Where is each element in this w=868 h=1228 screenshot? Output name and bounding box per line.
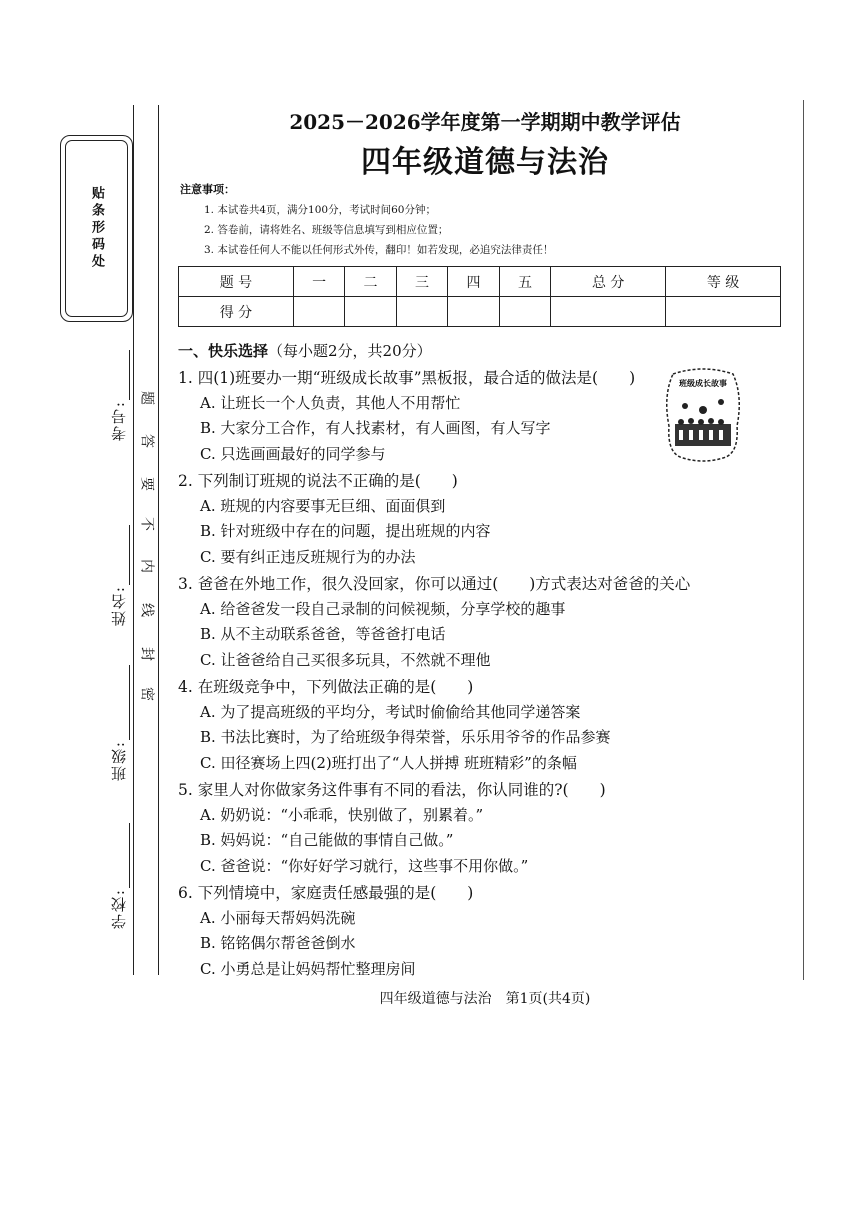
question-option[interactable]: C. 小勇总是让妈妈帮忙整理房间 [200, 960, 416, 978]
school-field[interactable] [108, 888, 134, 933]
poster-label: 班级成长故事 [679, 379, 727, 388]
score-input-cell[interactable] [448, 297, 499, 327]
score-input-cell[interactable] [293, 297, 344, 327]
question-stem: 1. 四(1)班要办一期“班级成长故事”黑板报，最合适的做法是( ) [178, 369, 636, 387]
class-underline [129, 665, 130, 740]
question-option[interactable]: B. 大家分工合作，有人找素材，有人画图，有人写字 [200, 419, 551, 437]
section-title [178, 340, 432, 361]
question-option[interactable]: A. 为了提高班级的平均分，考试时偷偷给其他同学递答案 [200, 703, 581, 721]
question-option[interactable]: B. 书法比赛时，为了给班级争得荣誉，乐乐用爷爷的作品参赛 [200, 728, 611, 746]
binding-line-right [158, 105, 159, 975]
seal-word: 密 [141, 685, 155, 701]
question-option[interactable]: C. 爸爸说：“你好好学习就行，这些事不用你做。” [200, 857, 529, 875]
score-input-cell[interactable] [396, 297, 447, 327]
question-option[interactable]: B. 针对班级中存在的问题，提出班规的内容 [200, 522, 491, 540]
section-note: （每小题2分，共20分） [268, 342, 432, 360]
question-stem: 6. 下列情境中，家庭责任感最强的是( ) [178, 884, 474, 902]
name-field[interactable] [108, 585, 134, 630]
class-story-poster-image [663, 366, 743, 462]
binding-line-left [133, 105, 134, 975]
notice-item: 2. 答卷前，请将姓名、班级等信息填写到相应位置； [204, 224, 449, 236]
question-option[interactable]: A. 班规的内容要事无巨细、面面俱到 [200, 497, 446, 515]
question-option[interactable]: A. 让班长一个人负责，其他人不用帮忙 [200, 394, 461, 412]
score-table [178, 266, 781, 327]
score-input-cell[interactable] [551, 297, 666, 327]
section-name: 一、快乐选择 [178, 342, 269, 360]
class-field[interactable] [108, 740, 134, 785]
seal-word: 内 [141, 557, 155, 573]
score-table-header-cell: 四 [448, 267, 499, 297]
question-option[interactable]: C. 要有纠正违反班规行为的办法 [200, 548, 416, 566]
score-table-header-row [179, 267, 781, 297]
seal-word: 线 [141, 601, 155, 617]
score-table-header-cell: 总 分 [551, 267, 666, 297]
score-input-cell[interactable] [499, 297, 550, 327]
barcode-inner-frame [65, 140, 128, 317]
exam-year-title: 2025－2026学年度第一学期期中教学评估 [289, 110, 681, 134]
class-label: 班级: [110, 740, 128, 782]
score-table-header-cell: 一 [293, 267, 344, 297]
score-table-header-cell: 五 [499, 267, 550, 297]
question-option[interactable]: A. 小丽每天帮妈妈洗碗 [200, 909, 356, 927]
score-input-cell[interactable] [666, 297, 781, 327]
name-label: 姓名: [110, 585, 128, 627]
seal-word: 要 [141, 475, 155, 491]
seal-word: 不 [141, 515, 155, 531]
question-option[interactable]: C. 田径赛场上四(2)班打出了“人人拼搏 班班精彩”的条幅 [200, 754, 577, 772]
score-table-score-row [179, 297, 781, 327]
question-stem: 5. 家里人对你做家务这件事有不同的看法，你认同谁的?( ) [178, 781, 606, 799]
score-table-header-cell: 二 [345, 267, 396, 297]
score-table-header-cell: 题 号 [179, 267, 294, 297]
score-row-label: 得 分 [179, 297, 294, 327]
score-table-header-cell: 三 [396, 267, 447, 297]
page-footer: 四年级道德与法治 第1页(共4页) [379, 991, 591, 1007]
barcode-box [60, 135, 133, 322]
notice-item: 3. 本试卷任何人不能以任何形式外传，翻印！如若发现，必追究法律责任！ [204, 244, 554, 256]
notice-heading: 注意事项： [180, 183, 235, 196]
question-option[interactable]: C. 让爸爸给自己买很多玩具，不然就不理他 [200, 651, 491, 669]
question-stem: 3. 爸爸在外地工作，很久没回家，你可以通过( )方式表达对爸爸的关心 [178, 575, 691, 593]
question-stem: 2. 下列制订班规的说法不正确的是( ) [178, 472, 458, 490]
seal-word: 答 [141, 432, 155, 448]
exam-subject-title: 四年级道德与法治 [361, 145, 609, 180]
question-option[interactable]: A. 给爸爸发一段自己录制的问候视频，分享学校的趣事 [200, 600, 566, 618]
question-option[interactable]: C. 只选画画最好的同学参与 [200, 445, 386, 463]
exam-number-field[interactable] [108, 400, 134, 445]
question-option[interactable]: B. 铭铭偶尔帮爸爸倒水 [200, 934, 356, 952]
seal-word: 题 [141, 389, 155, 405]
school-label: 学校: [110, 888, 128, 930]
exam-number-label: 考号: [110, 400, 128, 442]
exam-number-underline [129, 350, 130, 400]
question-option[interactable]: A. 奶奶说：“小乖乖，快别做了，别累着。” [200, 806, 484, 824]
barcode-label: 贴条形码处 [89, 186, 104, 271]
question-stem: 4. 在班级竞争中，下列做法正确的是( ) [178, 678, 474, 696]
page-right-border [803, 100, 804, 980]
seal-word: 封 [141, 645, 155, 661]
score-table-header-cell: 等 级 [666, 267, 781, 297]
name-underline [129, 525, 130, 585]
question-option[interactable]: B. 妈妈说：“自己能做的事情自己做。” [200, 831, 454, 849]
notice-item: 1. 本试卷共4页，满分100分，考试时间60分钟； [204, 204, 436, 216]
question-option[interactable]: B. 从不主动联系爸爸，等爸爸打电话 [200, 625, 446, 643]
score-input-cell[interactable] [345, 297, 396, 327]
school-underline [129, 823, 130, 888]
